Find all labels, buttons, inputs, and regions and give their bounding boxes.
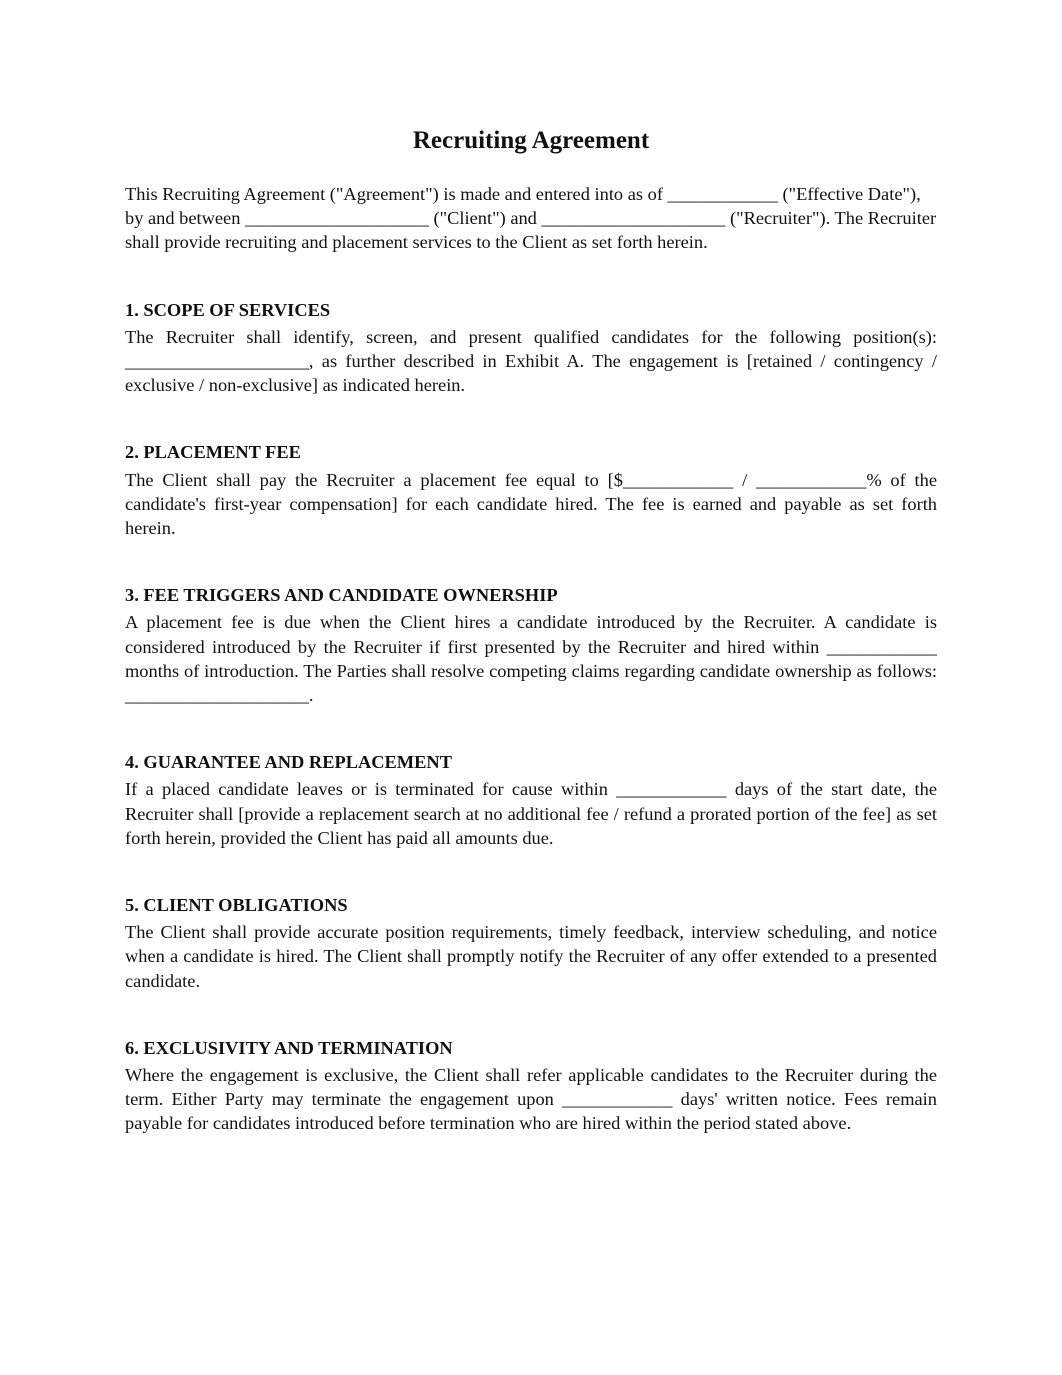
document-title: Recruiting Agreement (412, 127, 650, 154)
section-heading: 2. PLACEMENT FEE (125, 442, 301, 463)
section-heading: 3. FEE TRIGGERS AND CANDIDATE OWNERSHIP (125, 585, 558, 606)
section-placement-fee (125, 440, 937, 540)
section-body: The Recruiter shall identify, screen, and present qualified candidates for the following position(s): ____________________, as further described in Exhibit A. The engagement is [retained / contingency / exclusive / non-exclusive] as indicated herein. (125, 326, 937, 396)
section-body: The Client shall pay the Recruiter a placement fee equal to [$____________ / ____________% of the candidate's first-year compensation] for each candidate hired. The fee is earned and payable as set forth herein. (125, 469, 937, 539)
section-body: The Client shall provide accurate position requirements, timely feedback, interview scheduling, and notice when a candidate is hired. The Client shall promptly notify the Recruiter of any offer extended to a presented candidate. (125, 922, 937, 991)
section-heading: 5. CLIENT OBLIGATIONS (125, 895, 348, 916)
section-fee-triggers (125, 583, 937, 707)
section-exclusivity-termination (125, 1036, 937, 1136)
intro-paragraph: This Recruiting Agreement ("Agreement") is made and entered into as of ____________ ("Effective Date"), by and between ____________________ ("Client") and ____________________ ("Recruiter"). The Recruiter shall provide recruiting and placement services to the Client as set forth herein. (125, 184, 937, 253)
section-client-obligations (125, 893, 937, 993)
section-heading: 4. GUARANTEE AND REPLACEMENT (125, 752, 452, 773)
section-body: If a placed candidate leaves or is terminated for cause within ____________ days of the start date, the Recruiter shall [provide a replacement search at no additional fee / refund a prorated portion of the fee] as set forth herein, provided the Client has paid all amounts due. (125, 779, 937, 848)
section-scope-of-services (125, 298, 937, 398)
section-body: A placement fee is due when the Client hires a candidate introduced by the Recruiter. A candidate is considered introduced by the Recruiter if first presented by the Recruiter and hired within ____________ months of introduction. The Parties shall resolve competing claims regarding candidate ownership as follows: ____________________. (125, 612, 937, 706)
section-heading: 6. EXCLUSIVITY AND TERMINATION (125, 1037, 453, 1058)
section-guarantee-replacement (125, 750, 937, 850)
section-body: Where the engagement is exclusive, the Client shall refer applicable candidates to the Recruiter during the term. Either Party may terminate the engagement upon ____________ days' written notice. Fees remain payable for candidates introduced before termination who are hired within the period stated above. (125, 1065, 937, 1134)
document-page (125, 124, 937, 1136)
section-heading: 1. SCOPE OF SERVICES (125, 299, 331, 320)
